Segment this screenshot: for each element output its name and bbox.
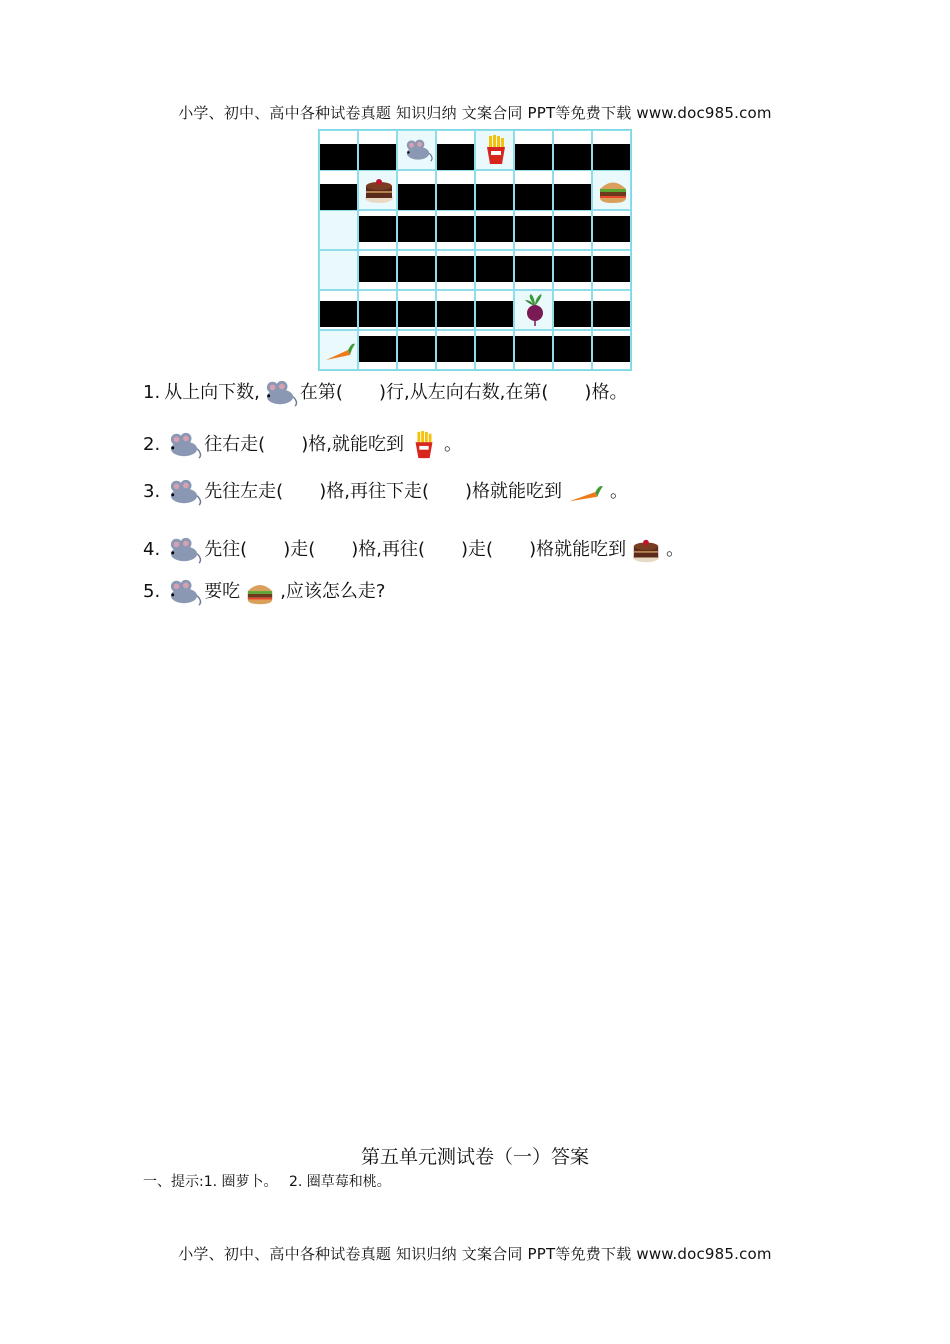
maze-cell [475,250,514,290]
question-text: ,应该怎么走? [280,581,386,602]
maze-cell [553,330,592,370]
question-2 [143,430,462,460]
page-header: 小学、初中、高中各种试卷真题 知识归纳 文案合同 PPT等免费下载 www.doc985.com [178,104,772,122]
maze-cell-mouse [397,130,436,170]
maze-cell-fries [475,130,514,170]
maze-cell [436,170,475,210]
burger-icon [241,577,279,607]
maze-cell-burger [592,170,631,210]
question-text: 要吃 [204,581,241,602]
maze-cell [475,290,514,330]
maze-cell [436,210,475,250]
maze-cell [514,210,553,250]
answer-title: 第五单元测试卷（一）答案 [360,1146,589,1168]
maze-cell [397,330,436,370]
question-text: 先往左走( )格,再往下走( )格就能吃到 [204,481,562,502]
maze-cell-carrot [319,330,358,370]
burger-icon [597,174,629,206]
maze-cell [319,290,358,330]
question-3 [143,477,628,507]
maze-cell [436,290,475,330]
maze-cell-cake [358,170,397,210]
maze-cell [592,290,631,330]
maze-cell [592,130,631,170]
mouse-icon [402,134,434,166]
question-text: 。 [610,481,628,502]
question-number: 2. [143,434,161,455]
maze-cell [553,250,592,290]
maze-cell [436,330,475,370]
maze-cell [358,130,397,170]
maze-cell [514,250,553,290]
maze-cell [592,210,631,250]
maze-cell-beet [514,290,553,330]
question-text: 在第( )行,从左向右数,在第( )格。 [299,382,628,403]
question-text: 先往( )走( )格,再往( )走( )格就能吃到 [204,539,627,560]
maze-cell [358,290,397,330]
maze-cell [319,250,358,290]
question-number: 5. [143,581,161,602]
carrot-icon [563,477,609,507]
maze-cell [397,210,436,250]
maze-cell [358,210,397,250]
maze-cell [319,210,358,250]
maze-cell [436,250,475,290]
maze-cell [436,130,475,170]
maze-cell [553,210,592,250]
maze-cell [592,250,631,290]
question-1 [143,378,627,408]
carrot-icon [324,334,356,366]
question-text: 往右走( )格,就能吃到 [204,434,404,455]
maze-cell [514,130,553,170]
maze-cell [514,170,553,210]
maze-cell [514,330,553,370]
maze-cell [319,130,358,170]
maze-cell [397,250,436,290]
question-number: 3. [143,481,161,502]
maze-cell [358,250,397,290]
maze-cell [475,210,514,250]
maze-cell [397,290,436,330]
maze-cell [553,130,592,170]
question-text: 。 [666,539,685,560]
question-text: 从上向下数, [164,382,260,403]
fries-icon [480,134,512,166]
answer-line: 一、提示:1. 圈萝卜。 2. 圈草莓和桃。 [143,1174,391,1190]
maze-cell [592,330,631,370]
beet-icon [519,294,551,326]
mouse-icon [165,535,203,565]
maze-cell [319,170,358,210]
maze-cell [475,330,514,370]
question-5 [143,577,385,607]
mouse-icon [261,378,299,408]
mouse-icon [165,430,203,460]
mouse-icon [165,477,203,507]
question-number: 4. [143,539,161,560]
maze-cell [358,330,397,370]
fries-icon [405,430,443,460]
cake-icon [627,535,665,565]
maze-cell [553,170,592,210]
question-number: 1. [143,382,161,403]
mouse-icon [165,577,203,607]
question-4 [143,535,684,565]
maze-cell [475,170,514,210]
maze-cell [553,290,592,330]
maze-cell [397,170,436,210]
maze-grid [319,130,631,370]
question-text: 。 [443,434,462,455]
cake-icon [363,174,395,206]
page-footer: 小学、初中、高中各种试卷真题 知识归纳 文案合同 PPT等免费下载 www.doc985.com [178,1245,772,1263]
